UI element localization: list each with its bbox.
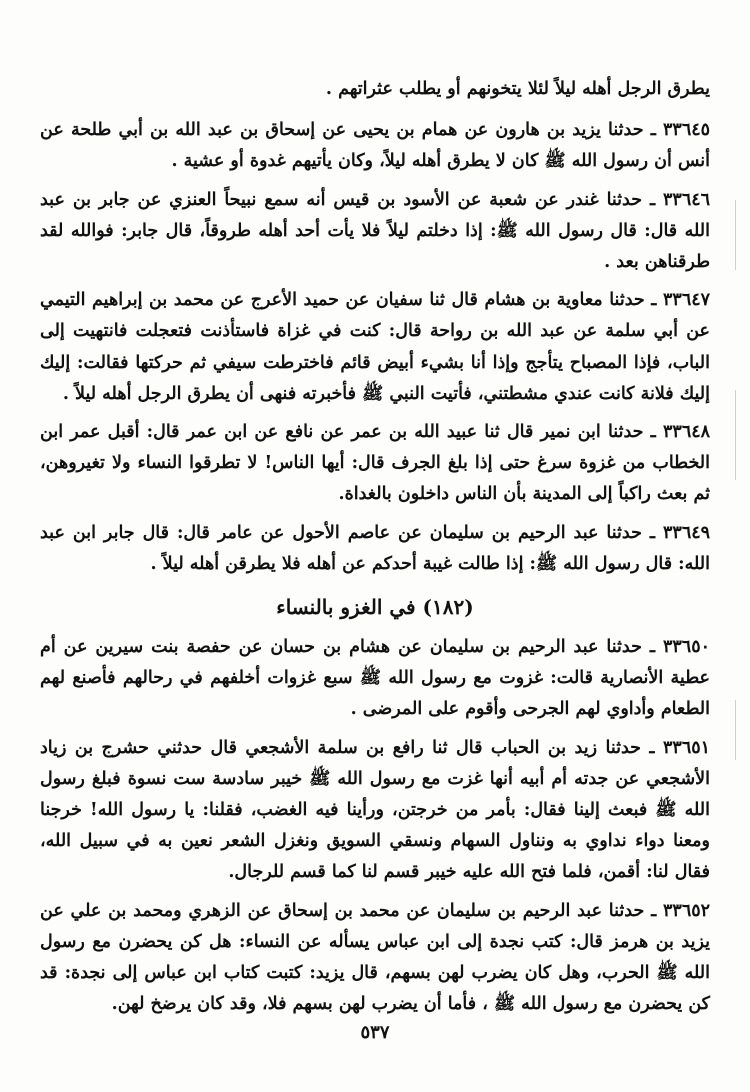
hadith-paragraph (40, 115, 710, 177)
hadith-text: ـ حدثنا عبد الرحيم بن سليمان عن عاصم الأحول عن عامر قال: قال جابر ابن عبد الله: قال رسول الله ﷺ: إذا طالت غيبة أحدكم عن أهله فلا يطرقن أهله ليلاً . (40, 522, 710, 574)
hadith-number: ٣٣٦٤٦ (663, 189, 711, 210)
hadith-paragraph (40, 896, 710, 1021)
hadith-number: ٣٣٦٥٠ (663, 637, 710, 658)
hadith-number: ٣٣٦٥٢ (663, 900, 711, 921)
hadith-paragraph (40, 417, 710, 511)
margin-rule (735, 200, 736, 270)
intro-continuation: يطرق الرجل أهله ليلاً لئلا يتخونهم أو يطلب عثراتهم . (325, 79, 710, 99)
hadith-number: ٣٣٦٤٩ (663, 522, 711, 543)
hadith-text: ـ حدثنا عبد الرحيم بن سليمان عن محمد بن إسحاق عن الزهري ومحمد بن علي عن يزيد بن هرمز قال: كتب نجدة إلى ابن عباس يسأله عن النساء: هل كن يحضرن مع رسول الله ﷺ الحرب، وهل كان يضرب لهن بسهم، قال يزيد: كتبت كتاب ابن عباس إلى نجدة: قد كن يحضرن مع رسول الله ﷺ ، فأما أن يضرب لهن بسهم فلا، وقد كان يرضخ لهن. (40, 900, 710, 1015)
hadith-number: ٣٣٦٤٥ (663, 120, 711, 141)
hadith-number: ٣٣٦٤٧ (663, 290, 711, 311)
hadith-text: ـ حدثنا معاوية بن هشام قال ثنا سفيان عن حميد الأعرج عن محمد بن إبراهيم التيمي عن أبي سلمة عن عبد الله بن رواحة قال: كنت في غزاة فاستأذنت فتعجلت فانتهيت إلى الباب، فإذا المصباح يتأجج وإذا أنا بشيء أبيض قائم فاخترطت سيفي ثم حركتها فقالت: إليك إليك فلانة كانت عندي مشطتني، فأتيت النبي ﷺ فأخبرته فنهى أن يطرق الرجل أهله ليلاً . (40, 290, 710, 404)
hadith-number: ٣٣٦٥١ (663, 737, 711, 758)
margin-rule (735, 700, 736, 760)
hadith-paragraph (40, 733, 710, 889)
hadith-number: ٣٣٦٤٨ (663, 422, 711, 443)
hadith-text: ـ حدثنا يزيد بن هارون عن همام بن يحيى عن إسحاق بن عبد الله بن أبي طلحة عن أنس أن رسول الله ﷺ كان لا يطرق أهله ليلاً، وكان يأتيهم غدوة أو عشية . (40, 120, 710, 172)
hadith-paragraph (40, 518, 710, 580)
hadith-paragraph (40, 185, 710, 279)
hadith-list-before (40, 115, 710, 580)
page-body (40, 74, 710, 1027)
hadith-text: ـ حدثنا ابن نمير قال ثنا عبيد الله بن عمر عن نافع عن ابن عمر قال: أقبل عمر ابن الخطاب من غزوة سرغ حتى إذا بلغ الجرف قال: أيها الناس! لا تطرقوا النساء ولا تغيروهن، ثم بعث راكباً إلى المدينة بأن الناس داخلون بالغداة. (40, 422, 710, 505)
page-number: ٥٣٧ (360, 1022, 390, 1043)
hadith-list-after (40, 632, 710, 1020)
margin-rule (735, 390, 736, 480)
hadith-text: ـ حدثنا زيد بن الحباب قال ثنا رافع بن سلمة الأشجعي قال حدثني حشرج بن زياد الأشجعي عن جدته أم أبيه أنها غزت مع رسول الله ﷺ خيبر سادسة ست نسوة فبلغ رسول الله ﷺ فبعث إلينا فقال: بأمر من خرجتن، ورأينا فيه الغضب، فقلنا: يا رسول الله! خرجنا ومعنا دواء نداوي به ونناول السهام ونسقي السويق ونغزل الشعر نعين به في سبيل الله، فقال لنا: أقمن، فلما فتح الله عليه خيبر قسم لنا كما قسم للرجال. (40, 737, 710, 883)
hadith-paragraph (40, 285, 710, 410)
hadith-paragraph (40, 632, 710, 726)
hadith-text: ـ حدثنا عبد الرحيم بن سليمان عن هشام بن حسان عن حفصة بنت سيرين عن أم عطية الأنصارية قالت: غزوت مع رسول الله ﷺ سبع غزوات أخلفهم في رحالهم فأصنع لهم الطعام وأداوي لهم الجرحى وأقوم على المرضى . (40, 637, 710, 720)
hadith-text: ـ حدثنا غندر عن شعبة عن الأسود بن قيس أنه سمع نبيحاً العنزي عن جابر بن عبد الله قال: قال رسول الله ﷺ: إذا دخلتم ليلاً فلا يأت أحد أهله طروقاً، قال جابر: فوالله لقد طرقناهن بعد . (40, 189, 710, 273)
chapter-heading: (١٨٢) في الغزو بالنساء (276, 595, 474, 620)
